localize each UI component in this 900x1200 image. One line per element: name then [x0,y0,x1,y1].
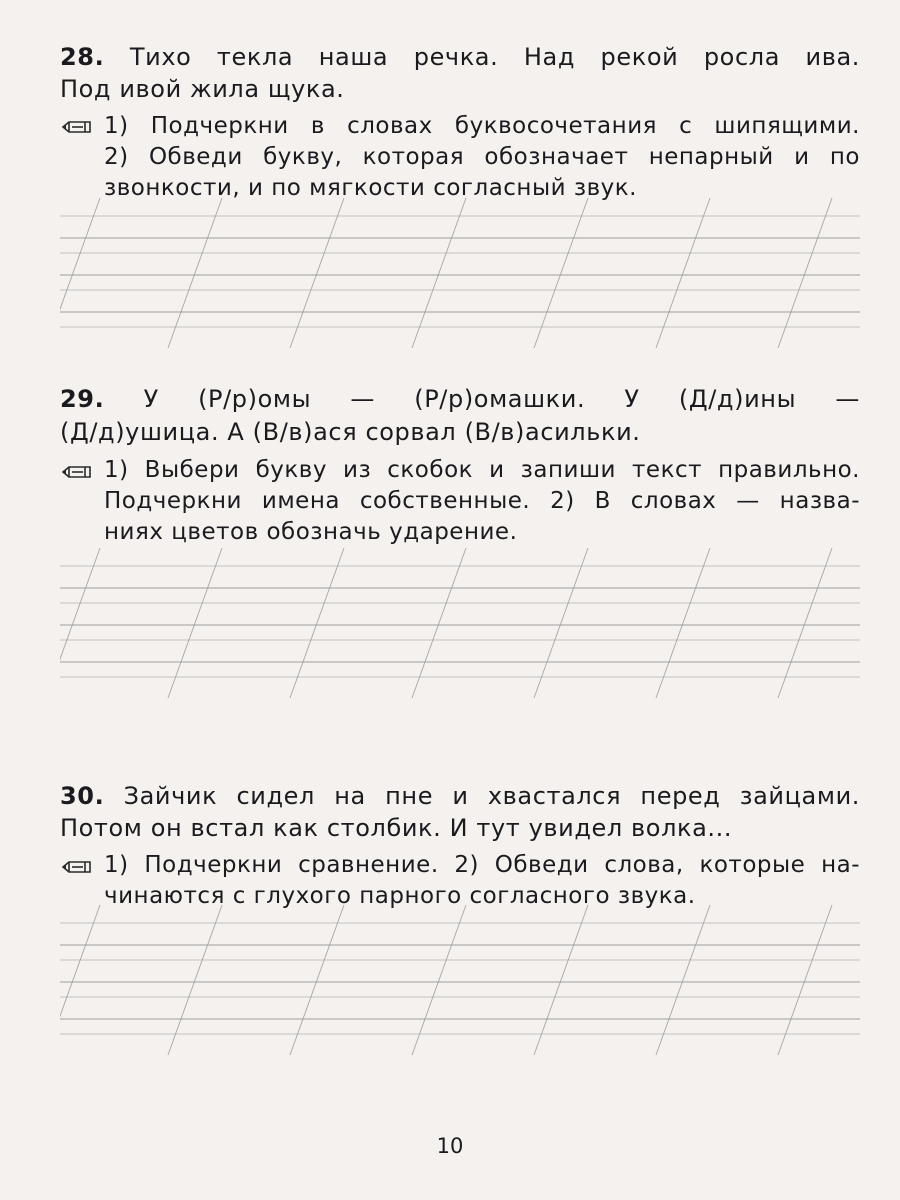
exercise-number: 28. [60,43,105,71]
slant-guide-line [168,548,222,698]
instruction-line: 1) Подчеркни в словах буквосочетания с шипящими. [104,113,860,139]
exercise-number: 30. [60,782,105,810]
slant-guide-line [60,548,100,698]
slant-guide-line [778,548,832,698]
slant-guide-line [778,198,832,348]
exercise-text-line: 30. Зайчик сидел на пне и хвастался перед зайцами. [60,782,860,810]
writing-lines[interactable] [60,548,860,698]
slant-guide-line [778,905,832,1055]
exercise-text-line: Потом он встал как столбик. И тут увидел волка... [60,814,733,842]
slant-guide-line [60,198,100,348]
exercise-number: 29. [60,385,105,413]
slant-guide-line [290,548,344,698]
slant-guide-line [534,905,588,1055]
ruling-grid [60,905,860,1055]
instruction-line: чинаются с глухого парного согласного звука. [104,883,696,909]
slant-guide-line [60,905,100,1055]
slant-guide-line [412,548,466,698]
instruction-line: Подчеркни имена собственные. 2) В словах — назва- [104,488,860,514]
slant-guide-line [656,905,710,1055]
slant-guide-line [412,905,466,1055]
pencil-icon [60,858,94,876]
slant-guide-line [290,905,344,1055]
exercise-text-line: Под ивой жила щука. [60,75,345,103]
ruling-grid [60,198,860,348]
writing-lines[interactable] [60,198,860,348]
slant-guide-line [656,198,710,348]
instruction-line: звонкости, и по мягкости согласный звук. [104,175,637,201]
slant-guide-line [168,905,222,1055]
ruling-grid [60,548,860,698]
instruction-line: 2) Обведи букву, которая обозначает непарный и по [104,144,860,170]
slant-guide-line [534,548,588,698]
page-number: 10 [436,1134,464,1158]
instruction-line: 1) Выбери букву из скобок и запиши текст правильно. [104,457,860,483]
slant-guide-line [534,198,588,348]
instruction-line: ниях цветов обозначь ударение. [104,519,518,545]
exercise-text-line: 29. У (Р/р)омы — (Р/р)омашки. У (Д/д)ины — [60,385,860,413]
instruction-line: 1) Подчеркни сравнение. 2) Обведи слова, которые на- [104,852,860,878]
slant-guide-line [412,198,466,348]
slant-guide-line [290,198,344,348]
exercise-text-line: 28. Тихо текла наша речка. Над рекой росла ива. [60,43,861,71]
writing-lines[interactable] [60,905,860,1055]
slant-guide-line [656,548,710,698]
pencil-icon [60,463,94,481]
slant-guide-line [168,198,222,348]
pencil-icon [60,118,94,136]
exercise-text-line: (Д/д)ушица. А (В/в)ася сорвал (В/в)асильки. [60,418,641,446]
